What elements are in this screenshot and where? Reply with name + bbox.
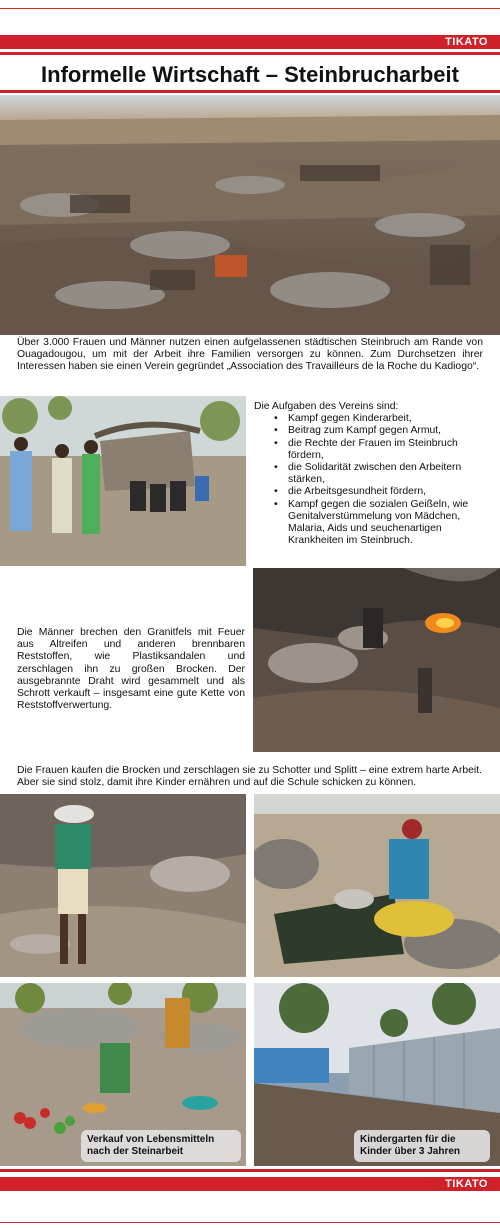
list-item: • Kampf gegen die sozialen Geißeln, wie Genitalverstümmelung von Mädchen, Malaria, Aids und seuchenartigen Krankheiten im Steinbruch.: [284, 499, 490, 548]
list-item: • die Solidarität zwischen den Arbeitern stärken,: [284, 462, 490, 486]
men-fire-photo: [253, 568, 500, 752]
title-underline: [0, 90, 500, 93]
tasks-heading: Die Aufgaben des Vereins sind:: [254, 401, 399, 412]
food-market-caption: Verkauf von Lebensmitteln nach der Steinarbeit: [81, 1130, 241, 1162]
footer-brand-logo: TIKATO: [445, 1178, 488, 1190]
association-tasks: [254, 401, 490, 547]
list-item: • Kampf gegen Kinderarbeit,: [284, 413, 490, 425]
list-item: • die Arbeitsgesundheit fördern,: [284, 486, 490, 498]
brand-logo: TIKATO: [445, 36, 488, 48]
association-members-photo: [0, 396, 246, 566]
bottom-rule: [0, 1222, 500, 1223]
list-item: • die Rechte der Frauen im Steinbruch fördern,: [284, 438, 490, 462]
quarry-photo: [0, 95, 500, 335]
header-band-thin: [0, 52, 500, 55]
footer-band-thin: [0, 1169, 500, 1172]
list-item: • Beitrag zum Kampf gegen Armut,: [284, 425, 490, 437]
woman-carrying-rocks-photo: [0, 794, 246, 977]
tasks-list: [270, 413, 490, 547]
women-work-text: Die Frauen kaufen die Brocken und zerschlagen sie zu Schotter und Splitt – eine extrem harte Arbeit. Aber sie sind stolz, damit ihre Kinder ernähren und auf die Schule schicken zu können.: [17, 765, 482, 789]
intro-text: Über 3.000 Frauen und Männer nutzen einen aufgelassenen städtischen Steinbruch am Rande von Ouagadougou, um mit der Arbeit ihre Familien versorgen zu können. Zum Durchsetzen ihrer Interessen haben sie einen Verein gegründet „Association des Travailleurs de la Roche du Kadiogo“.: [17, 337, 483, 373]
page-title: Informelle Wirtschaft – Steinbrucharbeit: [41, 62, 459, 87]
kindergarten-caption: Kindergarten für die Kinder über 3 Jahren: [354, 1130, 490, 1162]
header-band: [0, 35, 500, 49]
men-work-text: Die Männer brechen den Granitfels mit Feuer aus Altreifen und anderen brennbaren Reststoffen, wie Plastiksandalen und zerschlagen ihn zu großen Brocken. Der ausgebrannte Draht wird gesammelt und als Schrott verkauft – insgesamt eine gute Kette von Reststoffverwertung.: [17, 627, 245, 712]
top-rule: [0, 8, 500, 9]
woman-breaking-stones-photo: [254, 794, 500, 977]
footer-band: [0, 1177, 500, 1191]
